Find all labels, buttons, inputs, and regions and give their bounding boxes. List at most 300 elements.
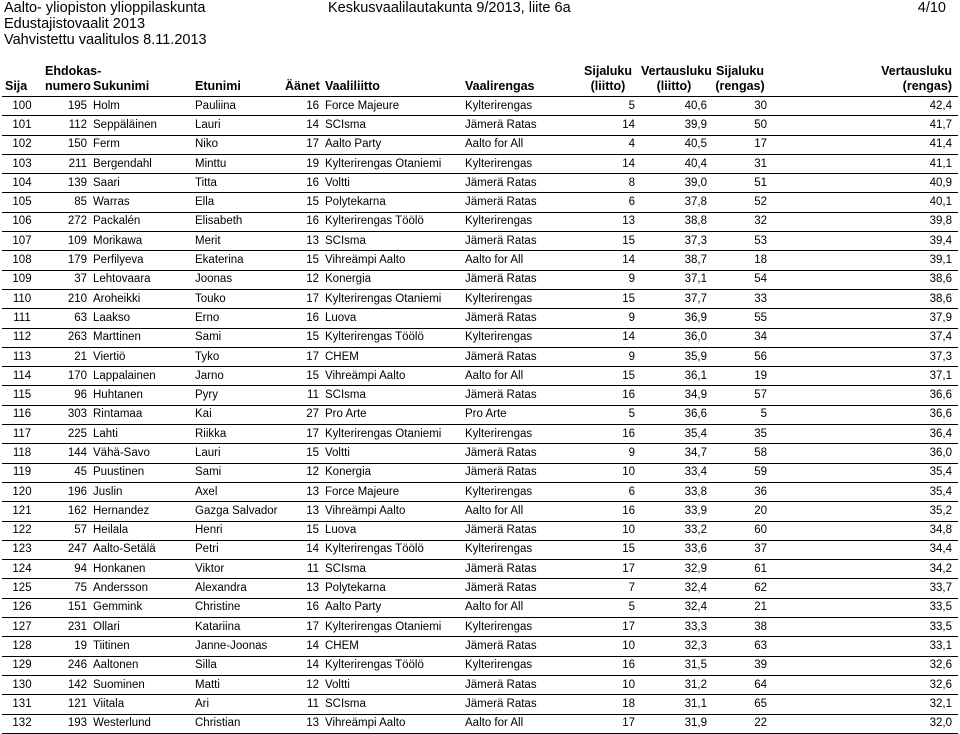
- cell-vertausluku-liitto: 38,7: [638, 251, 710, 270]
- cell-vaaliliitto: Vihreämpi Aalto: [322, 367, 462, 386]
- cell-vaaliliitto: Kylterirengas Otaniemi: [322, 289, 462, 308]
- cell-sijaluku-liitto: 9: [578, 270, 638, 289]
- cell-ehdokasnumero: 263: [42, 328, 90, 347]
- cell-sijaluku-rengas: 17: [710, 135, 770, 154]
- cell-sijaluku-liitto: 5: [578, 97, 638, 116]
- cell-sijaluku-liitto: 14: [578, 116, 638, 135]
- cell-sukunimi: Packalén: [90, 212, 192, 231]
- table-row: [2, 289, 958, 308]
- cell-vaaliliitto: Kylterirengas Otaniemi: [322, 618, 462, 637]
- document-reference: Keskusvaalilautakunta 9/2013, liite 6a: [328, 0, 571, 16]
- cell-sija: 130: [2, 675, 42, 694]
- cell-vertausluku-liitto: 36,6: [638, 405, 710, 424]
- cell-ehdokasnumero: 196: [42, 482, 90, 501]
- cell-etunimi: Viktor: [192, 560, 282, 579]
- cell-vaalirengas: Aalto for All: [462, 502, 578, 521]
- cell-sukunimi: Aaltonen: [90, 656, 192, 675]
- cell-vaalirengas: Pro Arte: [462, 405, 578, 424]
- cell-aanet: 13: [282, 579, 322, 598]
- cell-sijaluku-liitto: 8: [578, 174, 638, 193]
- table-row: [2, 560, 958, 579]
- cell-etunimi: Alexandra: [192, 579, 282, 598]
- cell-vaalirengas: Jämerä Ratas: [462, 463, 578, 482]
- cell-sukunimi: Holm: [90, 97, 192, 116]
- cell-etunimi: Gazga Salvador: [192, 502, 282, 521]
- cell-sijaluku-rengas: 54: [710, 270, 770, 289]
- cell-vaaliliitto: Aalto Party: [322, 135, 462, 154]
- cell-sijaluku-rengas: 31: [710, 154, 770, 173]
- cell-vertausluku-rengas: 41,1: [770, 154, 958, 173]
- cell-etunimi: Pyry: [192, 386, 282, 405]
- cell-sija: 111: [2, 309, 42, 328]
- cell-aanet: 15: [282, 193, 322, 212]
- cell-sijaluku-rengas: 5: [710, 405, 770, 424]
- cell-vertausluku-liitto: 32,9: [638, 560, 710, 579]
- cell-aanet: 14: [282, 656, 322, 675]
- cell-ehdokasnumero: 57: [42, 521, 90, 540]
- cell-vaaliliitto: Vihreämpi Aalto: [322, 251, 462, 270]
- cell-vaalirengas: Jämerä Ratas: [462, 386, 578, 405]
- cell-sijaluku-liitto: 17: [578, 618, 638, 637]
- cell-sija: 127: [2, 618, 42, 637]
- cell-sija: 119: [2, 463, 42, 482]
- cell-sijaluku-rengas: 39: [710, 656, 770, 675]
- cell-aanet: 13: [282, 232, 322, 251]
- cell-ehdokasnumero: 109: [42, 232, 90, 251]
- cell-sijaluku-rengas: 19: [710, 367, 770, 386]
- cell-sija: 124: [2, 560, 42, 579]
- cell-vertausluku-rengas: 39,1: [770, 251, 958, 270]
- cell-sijaluku-liitto: 13: [578, 212, 638, 231]
- cell-vertausluku-rengas: 34,8: [770, 521, 958, 540]
- cell-sija: 128: [2, 637, 42, 656]
- cell-vaalirengas: Jämerä Ratas: [462, 444, 578, 463]
- cell-aanet: 14: [282, 637, 322, 656]
- cell-sijaluku-rengas: 57: [710, 386, 770, 405]
- cell-sijaluku-rengas: 20: [710, 502, 770, 521]
- cell-vertausluku-liitto: 37,3: [638, 232, 710, 251]
- cell-sija: 129: [2, 656, 42, 675]
- cell-vaalirengas: Jämerä Ratas: [462, 637, 578, 656]
- cell-ehdokasnumero: 162: [42, 502, 90, 521]
- cell-vaaliliitto: Force Majeure: [322, 97, 462, 116]
- cell-sija: 131: [2, 695, 42, 714]
- cell-vertausluku-liitto: 33,8: [638, 482, 710, 501]
- col-header-vaaliliitto: Vaaliliitto: [322, 60, 462, 97]
- cell-etunimi: Merit: [192, 232, 282, 251]
- cell-vertausluku-rengas: 36,4: [770, 425, 958, 444]
- cell-sukunimi: Ferm: [90, 135, 192, 154]
- cell-sukunimi: Laakso: [90, 309, 192, 328]
- cell-sija: 116: [2, 405, 42, 424]
- cell-sukunimi: Seppäläinen: [90, 116, 192, 135]
- cell-vertausluku-rengas: 41,7: [770, 116, 958, 135]
- cell-ehdokasnumero: 150: [42, 135, 90, 154]
- cell-etunimi: Sami: [192, 328, 282, 347]
- table-row: [2, 463, 958, 482]
- cell-etunimi: Henri: [192, 521, 282, 540]
- cell-etunimi: Katariina: [192, 618, 282, 637]
- table-row: [2, 425, 958, 444]
- cell-sukunimi: Bergendahl: [90, 154, 192, 173]
- cell-sukunimi: Saari: [90, 174, 192, 193]
- cell-sukunimi: Honkanen: [90, 560, 192, 579]
- cell-sijaluku-liitto: 17: [578, 714, 638, 733]
- cell-vaalirengas: Aalto for All: [462, 135, 578, 154]
- cell-ehdokasnumero: 139: [42, 174, 90, 193]
- cell-etunimi: Joonas: [192, 270, 282, 289]
- cell-vertausluku-rengas: 34,4: [770, 540, 958, 559]
- cell-sijaluku-liitto: 9: [578, 347, 638, 366]
- cell-vertausluku-liitto: 39,9: [638, 116, 710, 135]
- cell-vertausluku-liitto: 31,1: [638, 695, 710, 714]
- cell-etunimi: Pauliina: [192, 97, 282, 116]
- cell-vertausluku-rengas: 40,9: [770, 174, 958, 193]
- cell-etunimi: Petri: [192, 540, 282, 559]
- cell-etunimi: Titta: [192, 174, 282, 193]
- cell-vertausluku-rengas: 38,6: [770, 270, 958, 289]
- cell-ehdokasnumero: 195: [42, 97, 90, 116]
- cell-sijaluku-liitto: 10: [578, 521, 638, 540]
- col-header-etunimi: Etunimi: [192, 60, 282, 97]
- cell-sukunimi: Huhtanen: [90, 386, 192, 405]
- cell-ehdokasnumero: 210: [42, 289, 90, 308]
- cell-aanet: 19: [282, 154, 322, 173]
- cell-sija: 132: [2, 714, 42, 733]
- cell-vaaliliitto: Konergia: [322, 270, 462, 289]
- cell-sukunimi: Westerlund: [90, 714, 192, 733]
- cell-vertausluku-rengas: 32,1: [770, 695, 958, 714]
- cell-sijaluku-rengas: 53: [710, 232, 770, 251]
- cell-ehdokasnumero: 211: [42, 154, 90, 173]
- cell-vertausluku-rengas: 32,6: [770, 656, 958, 675]
- cell-sukunimi: Warras: [90, 193, 192, 212]
- cell-vertausluku-rengas: 39,4: [770, 232, 958, 251]
- cell-sijaluku-rengas: 55: [710, 309, 770, 328]
- cell-vaalirengas: Aalto for All: [462, 251, 578, 270]
- cell-vertausluku-rengas: 40,1: [770, 193, 958, 212]
- cell-sukunimi: Juslin: [90, 482, 192, 501]
- cell-vertausluku-rengas: 37,9: [770, 309, 958, 328]
- cell-sijaluku-rengas: 21: [710, 598, 770, 617]
- cell-etunimi: Elisabeth: [192, 212, 282, 231]
- cell-vertausluku-rengas: 33,7: [770, 579, 958, 598]
- table-row: [2, 598, 958, 617]
- cell-aanet: 11: [282, 560, 322, 579]
- cell-sijaluku-rengas: 50: [710, 116, 770, 135]
- cell-sukunimi: Lehtovaara: [90, 270, 192, 289]
- document-header-left: [4, 0, 207, 48]
- cell-aanet: 12: [282, 463, 322, 482]
- organization-name: Aalto- yliopiston ylioppilaskunta: [4, 0, 206, 16]
- cell-sijaluku-rengas: 32: [710, 212, 770, 231]
- cell-vaaliliitto: SCIsma: [322, 695, 462, 714]
- cell-ehdokasnumero: 225: [42, 425, 90, 444]
- cell-vaalirengas: Jämerä Ratas: [462, 695, 578, 714]
- cell-sijaluku-liitto: 15: [578, 367, 638, 386]
- cell-vertausluku-rengas: 32,0: [770, 714, 958, 733]
- cell-vaaliliitto: Kylterirengas Otaniemi: [322, 154, 462, 173]
- cell-vaaliliitto: SCIsma: [322, 386, 462, 405]
- cell-vaaliliitto: Voltti: [322, 174, 462, 193]
- table-row: [2, 482, 958, 501]
- cell-vertausluku-liitto: 34,9: [638, 386, 710, 405]
- cell-vaaliliitto: Polytekarna: [322, 193, 462, 212]
- cell-vaalirengas: Kylterirengas: [462, 154, 578, 173]
- table-row: [2, 154, 958, 173]
- cell-sijaluku-rengas: 63: [710, 637, 770, 656]
- cell-sija: 100: [2, 97, 42, 116]
- cell-sijaluku-rengas: 22: [710, 714, 770, 733]
- table-row: [2, 367, 958, 386]
- cell-sija: 106: [2, 212, 42, 231]
- cell-etunimi: Matti: [192, 675, 282, 694]
- cell-sukunimi: Lahti: [90, 425, 192, 444]
- table-row: [2, 675, 958, 694]
- cell-etunimi: Lauri: [192, 116, 282, 135]
- table-row: [2, 251, 958, 270]
- col-header-ehdokasnumero: Ehdokas- numero: [42, 60, 90, 97]
- cell-etunimi: Riikka: [192, 425, 282, 444]
- cell-vaaliliitto: SCIsma: [322, 560, 462, 579]
- table-row: [2, 309, 958, 328]
- cell-sija: 110: [2, 289, 42, 308]
- cell-sijaluku-liitto: 15: [578, 540, 638, 559]
- cell-etunimi: Tyko: [192, 347, 282, 366]
- cell-aanet: 11: [282, 695, 322, 714]
- cell-sukunimi: Lappalainen: [90, 367, 192, 386]
- cell-sijaluku-rengas: 62: [710, 579, 770, 598]
- cell-sijaluku-rengas: 34: [710, 328, 770, 347]
- cell-sijaluku-rengas: 18: [710, 251, 770, 270]
- cell-etunimi: Jarno: [192, 367, 282, 386]
- cell-sukunimi: Heilala: [90, 521, 192, 540]
- cell-vertausluku-liitto: 31,5: [638, 656, 710, 675]
- cell-vertausluku-rengas: 35,4: [770, 463, 958, 482]
- results-table: [2, 60, 958, 734]
- cell-sija: 112: [2, 328, 42, 347]
- cell-ehdokasnumero: 303: [42, 405, 90, 424]
- cell-sijaluku-rengas: 59: [710, 463, 770, 482]
- cell-vertausluku-rengas: 33,5: [770, 618, 958, 637]
- table-row: [2, 116, 958, 135]
- table-row: [2, 637, 958, 656]
- cell-etunimi: Erno: [192, 309, 282, 328]
- col-header-sijaluku-liitto: Sijaluku (liitto): [578, 60, 638, 97]
- cell-vaalirengas: Kylterirengas: [462, 289, 578, 308]
- table-row: [2, 444, 958, 463]
- cell-vaaliliitto: Kylterirengas Töölö: [322, 212, 462, 231]
- cell-vaaliliitto: Kylterirengas Otaniemi: [322, 425, 462, 444]
- cell-sukunimi: Suominen: [90, 675, 192, 694]
- cell-vaalirengas: Kylterirengas: [462, 97, 578, 116]
- cell-vaaliliitto: Aalto Party: [322, 598, 462, 617]
- cell-sijaluku-rengas: 51: [710, 174, 770, 193]
- cell-vertausluku-rengas: 35,4: [770, 482, 958, 501]
- cell-vaaliliitto: Luova: [322, 309, 462, 328]
- cell-vaalirengas: Kylterirengas: [462, 425, 578, 444]
- table-row: [2, 347, 958, 366]
- cell-aanet: 16: [282, 97, 322, 116]
- cell-ehdokasnumero: 63: [42, 309, 90, 328]
- table-row: [2, 521, 958, 540]
- cell-etunimi: Minttu: [192, 154, 282, 173]
- cell-vertausluku-liitto: 36,9: [638, 309, 710, 328]
- cell-aanet: 17: [282, 347, 322, 366]
- cell-sijaluku-liitto: 16: [578, 656, 638, 675]
- cell-sijaluku-liitto: 10: [578, 637, 638, 656]
- cell-sijaluku-liitto: 16: [578, 386, 638, 405]
- cell-sijaluku-liitto: 9: [578, 309, 638, 328]
- table-row: [2, 695, 958, 714]
- cell-sija: 107: [2, 232, 42, 251]
- cell-sijaluku-liitto: 5: [578, 405, 638, 424]
- cell-sijaluku-rengas: 56: [710, 347, 770, 366]
- cell-sijaluku-liitto: 15: [578, 232, 638, 251]
- cell-sijaluku-rengas: 52: [710, 193, 770, 212]
- cell-sija: 102: [2, 135, 42, 154]
- cell-sijaluku-rengas: 61: [710, 560, 770, 579]
- cell-sijaluku-liitto: 6: [578, 482, 638, 501]
- cell-sijaluku-liitto: 16: [578, 425, 638, 444]
- cell-ehdokasnumero: 247: [42, 540, 90, 559]
- cell-vertausluku-liitto: 33,9: [638, 502, 710, 521]
- cell-vertausluku-rengas: 35,2: [770, 502, 958, 521]
- cell-sija: 105: [2, 193, 42, 212]
- cell-sija: 118: [2, 444, 42, 463]
- cell-sija: 122: [2, 521, 42, 540]
- cell-ehdokasnumero: 121: [42, 695, 90, 714]
- cell-vertausluku-liitto: 40,5: [638, 135, 710, 154]
- cell-ehdokasnumero: 96: [42, 386, 90, 405]
- table-row: [2, 193, 958, 212]
- cell-aanet: 17: [282, 289, 322, 308]
- cell-etunimi: Sami: [192, 463, 282, 482]
- cell-sijaluku-liitto: 18: [578, 695, 638, 714]
- cell-sukunimi: Andersson: [90, 579, 192, 598]
- cell-sukunimi: Perfilyeva: [90, 251, 192, 270]
- cell-vaalirengas: Jämerä Ratas: [462, 560, 578, 579]
- confirmation-date: Vahvistettu vaalitulos 8.11.2013: [4, 32, 207, 48]
- cell-etunimi: Christian: [192, 714, 282, 733]
- cell-vaalirengas: Kylterirengas: [462, 482, 578, 501]
- cell-vaalirengas: Aalto for All: [462, 598, 578, 617]
- cell-sukunimi: Aroheikki: [90, 289, 192, 308]
- table-row: [2, 579, 958, 598]
- cell-vertausluku-rengas: 36,0: [770, 444, 958, 463]
- cell-sijaluku-liitto: 17: [578, 560, 638, 579]
- cell-vaalirengas: Kylterirengas: [462, 328, 578, 347]
- cell-ehdokasnumero: 272: [42, 212, 90, 231]
- cell-vertausluku-rengas: 37,4: [770, 328, 958, 347]
- table-row: [2, 212, 958, 231]
- cell-vertausluku-liitto: 37,7: [638, 289, 710, 308]
- cell-vertausluku-rengas: 32,6: [770, 675, 958, 694]
- cell-vaaliliitto: Konergia: [322, 463, 462, 482]
- cell-vaaliliitto: Kylterirengas Töölö: [322, 656, 462, 675]
- cell-vertausluku-liitto: 36,0: [638, 328, 710, 347]
- cell-vaaliliitto: SCIsma: [322, 232, 462, 251]
- cell-etunimi: Touko: [192, 289, 282, 308]
- cell-ehdokasnumero: 85: [42, 193, 90, 212]
- cell-vaalirengas: Jämerä Ratas: [462, 116, 578, 135]
- cell-sijaluku-rengas: 58: [710, 444, 770, 463]
- cell-vertausluku-liitto: 31,2: [638, 675, 710, 694]
- cell-vertausluku-rengas: 33,5: [770, 598, 958, 617]
- table-row: [2, 714, 958, 733]
- cell-etunimi: Lauri: [192, 444, 282, 463]
- cell-sijaluku-rengas: 38: [710, 618, 770, 637]
- cell-sukunimi: Aalto-Setälä: [90, 540, 192, 559]
- cell-sukunimi: Viertiö: [90, 347, 192, 366]
- cell-sukunimi: Hernandez: [90, 502, 192, 521]
- table-row: [2, 618, 958, 637]
- cell-ehdokasnumero: 144: [42, 444, 90, 463]
- cell-etunimi: Christine: [192, 598, 282, 617]
- cell-etunimi: Niko: [192, 135, 282, 154]
- cell-sija: 108: [2, 251, 42, 270]
- cell-sijaluku-liitto: 5: [578, 598, 638, 617]
- cell-etunimi: Ari: [192, 695, 282, 714]
- cell-sukunimi: Gemmink: [90, 598, 192, 617]
- col-header-vertausluku-liitto: Vertausluku (liitto): [638, 60, 710, 97]
- cell-sija: 121: [2, 502, 42, 521]
- cell-sukunimi: Rintamaa: [90, 405, 192, 424]
- table-header-row: [2, 60, 958, 97]
- cell-sija: 120: [2, 482, 42, 501]
- cell-ehdokasnumero: 246: [42, 656, 90, 675]
- cell-vaalirengas: Jämerä Ratas: [462, 193, 578, 212]
- cell-ehdokasnumero: 151: [42, 598, 90, 617]
- cell-ehdokasnumero: 94: [42, 560, 90, 579]
- cell-vaaliliitto: Vihreämpi Aalto: [322, 714, 462, 733]
- cell-sija: 117: [2, 425, 42, 444]
- cell-vertausluku-liitto: 32,3: [638, 637, 710, 656]
- cell-sija: 125: [2, 579, 42, 598]
- cell-vaaliliitto: Voltti: [322, 444, 462, 463]
- col-header-sukunimi: Sukunimi: [90, 60, 192, 97]
- cell-vertausluku-liitto: 35,4: [638, 425, 710, 444]
- cell-vertausluku-rengas: 41,4: [770, 135, 958, 154]
- cell-ehdokasnumero: 179: [42, 251, 90, 270]
- cell-aanet: 15: [282, 521, 322, 540]
- cell-vaalirengas: Kylterirengas: [462, 540, 578, 559]
- cell-aanet: 16: [282, 598, 322, 617]
- cell-aanet: 14: [282, 540, 322, 559]
- table-row: [2, 174, 958, 193]
- cell-aanet: 11: [282, 386, 322, 405]
- cell-vaaliliitto: Voltti: [322, 675, 462, 694]
- cell-aanet: 15: [282, 251, 322, 270]
- cell-sijaluku-liitto: 10: [578, 675, 638, 694]
- election-name: Edustajistovaalit 2013: [4, 16, 146, 32]
- page-number: 4/10: [917, 0, 946, 16]
- results-table-body: [2, 97, 958, 734]
- table-row: [2, 97, 958, 116]
- cell-vertausluku-liitto: 37,1: [638, 270, 710, 289]
- cell-vaalirengas: Kylterirengas: [462, 212, 578, 231]
- cell-vertausluku-liitto: 40,4: [638, 154, 710, 173]
- cell-vertausluku-rengas: 33,1: [770, 637, 958, 656]
- cell-aanet: 15: [282, 367, 322, 386]
- cell-sijaluku-rengas: 60: [710, 521, 770, 540]
- cell-sija: 126: [2, 598, 42, 617]
- cell-sukunimi: Vähä-Savo: [90, 444, 192, 463]
- cell-sijaluku-rengas: 33: [710, 289, 770, 308]
- cell-vertausluku-rengas: 36,6: [770, 386, 958, 405]
- cell-vaaliliitto: Kylterirengas Töölö: [322, 540, 462, 559]
- cell-vertausluku-rengas: 38,6: [770, 289, 958, 308]
